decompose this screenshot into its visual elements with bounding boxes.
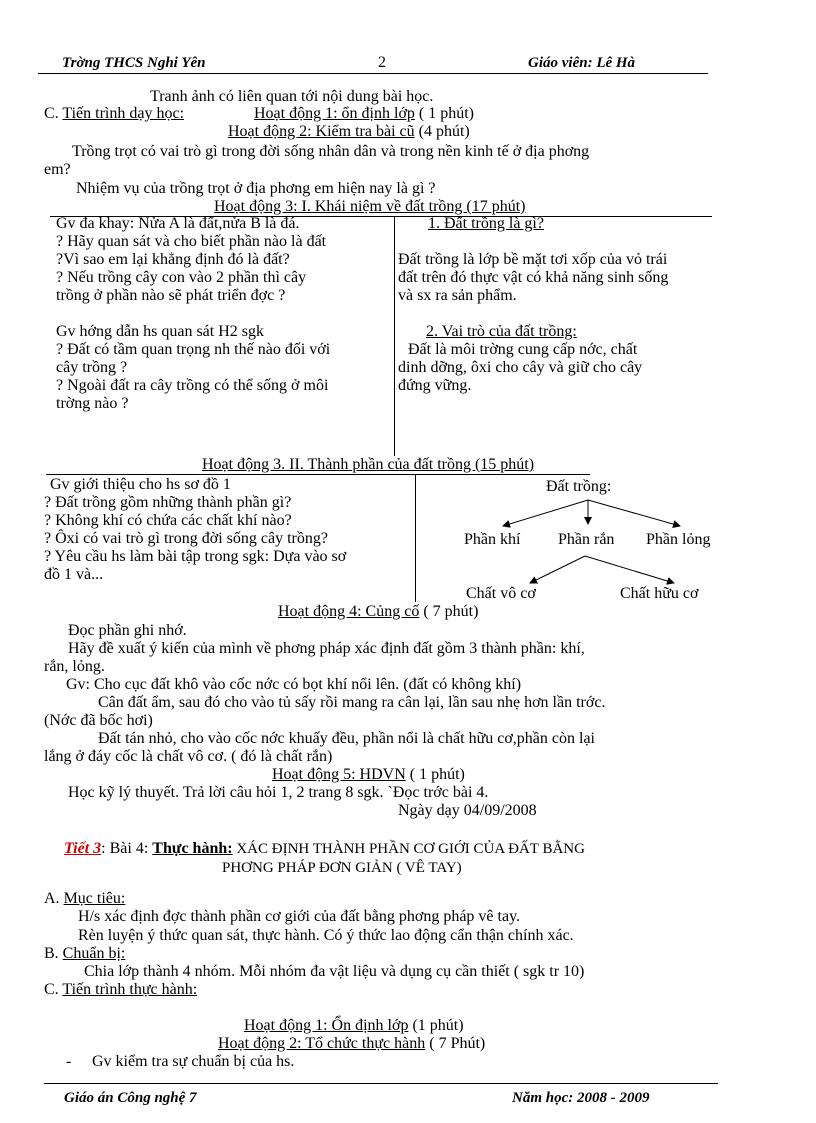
table2-left-line: ? Không khí có chứa các chất khí nào? <box>44 512 292 529</box>
section-a-title: Mục tiêu: <box>63 890 126 907</box>
section-b-prefix: B. <box>44 945 63 962</box>
activity-1-label: Hoạt động 1: <box>254 105 338 122</box>
check-preparation-line: Gv kiểm tra sự chuẩn bị của hs. <box>92 1053 295 1070</box>
practice-activity-2-label: Hoạt động 2: <box>218 1035 302 1052</box>
consolidation-line: Cân đất ẩm, sau đó cho vào tủ sấy rồi mang ra cân lại, lần sau nhẹ hơn lần trớc. <box>98 694 606 711</box>
lesson-number: Tiết 3 <box>64 840 102 857</box>
table2-left-line: ? Yêu cầu hs làm bài tập trong sgk: Dựa vào sơ <box>44 548 347 565</box>
table1-left-line: Gv hớng dẫn hs quan sát H2 sgk <box>56 323 264 340</box>
lesson-title-part1: XÁC ĐỊNH THÀNH PHẦN CƠ GIỚI CỦA ĐẤT BẰNG <box>232 841 585 857</box>
activity-4-time: ( 7 phút) <box>419 603 479 620</box>
soil-role-heading: 2. Vai trò của đất trồng: <box>426 323 577 340</box>
diagram-node-gas: Phần khí <box>464 531 521 548</box>
activity-3-part2-heading <box>202 456 534 474</box>
section-c2-title: Tiến trình thực hành: <box>62 981 198 998</box>
activity-3-part2-title: II. Thành phần của đất trồng (15 phút) <box>285 456 535 473</box>
review-question-1-cont: em? <box>44 161 71 178</box>
table2-top-rule <box>46 474 590 475</box>
practice-activity-2-time: ( 7 Phút) <box>425 1035 486 1052</box>
practice-activity-1-label: Hoạt động 1: <box>244 1017 328 1034</box>
table2-divider <box>415 474 416 602</box>
consolidation-line: Gv: Cho cục đất khô vào cốc nớc có bọt khí nổi lên. (đất có không khí) <box>66 676 522 693</box>
materials-line: Tranh ảnh có liên quan tới nội dung bài học. <box>150 88 434 105</box>
table1-divider <box>394 216 395 456</box>
practice-activity-2-heading <box>218 1035 485 1053</box>
activity-3-title: I. Khái niệm về đất trồng (17 phút) <box>297 198 526 215</box>
arrow-to-inorganic <box>530 556 585 583</box>
table2-left-line: ? Đất trồng gồm những thành phần gì? <box>44 494 292 511</box>
header-page-number: 2 <box>378 54 386 71</box>
section-a-prefix: A. <box>44 890 64 907</box>
activity-3-heading <box>214 198 526 216</box>
header-rule <box>38 73 708 74</box>
soil-definition-line: Đất trồng là lớp bề mặt tơi xốp của vỏ trái <box>398 251 668 268</box>
activity-5-time: ( 1 phút) <box>405 766 465 783</box>
diagram-node-organic: Chất hữu cơ <box>620 585 699 602</box>
activity-4-heading <box>278 603 478 621</box>
footer-course: Giáo án Công nghệ 7 <box>64 1090 197 1106</box>
section-c2-heading <box>44 981 197 999</box>
activity-1-time: ( 1 phút) <box>414 105 475 122</box>
consolidation-line: Đọc phần ghi nhớ. <box>68 622 187 639</box>
table1-left-line: trờng nào ? <box>56 395 129 412</box>
practice-label: Thực hành: <box>152 840 233 857</box>
activity-1-heading <box>254 105 474 123</box>
objective-line: H/s xác định đợc thành phần cơ giới của đất bằng phơng pháp vê tay. <box>78 908 521 925</box>
header-school: Trờng THCS Nghi Yên <box>62 55 206 71</box>
soil-role-line: Đất là môi trờng cung cấp nớc, chất <box>408 341 638 358</box>
table1-left-line: ? Hãy quan sát và cho biết phần nào là đất <box>56 233 327 250</box>
practice-activity-2-title: Tổ chức thực hành <box>301 1035 426 1052</box>
table2-left-line: đồ 1 và... <box>44 566 104 583</box>
activity-2-heading <box>228 123 470 141</box>
table1-left-line: cây trồng ? <box>56 359 128 376</box>
activity-5-heading <box>272 766 465 784</box>
bullet-dash: - <box>66 1053 72 1070</box>
consolidation-line: Đất tán nhỏ, cho vào cốc nớc khuấy đều, phần nổi là chất hữu cơ,phần còn lại <box>98 730 595 747</box>
diagram-node-liquid: Phần lỏng <box>646 531 711 548</box>
practice-activity-1-title: Ổn định lớp <box>327 1017 409 1034</box>
activity-5-title: HDVN <box>355 766 406 783</box>
soil-role-line: đứng vững. <box>398 377 472 394</box>
consolidation-line: (Nớc đã bốc hơi) <box>44 712 153 729</box>
activity-4-title: Củng cố <box>361 603 420 620</box>
lesson-title-line <box>64 840 585 858</box>
table2-left-line: ? Ôxi có vai trò gì trong đời sống cây trồng? <box>44 530 328 547</box>
practice-activity-1-time: (1 phút) <box>408 1017 464 1034</box>
lesson-unit: : Bài 4: <box>101 840 153 857</box>
section-b-title: Chuẩn bị: <box>62 945 126 962</box>
section-a-heading <box>44 890 125 908</box>
activity-3-label: Hoạt động 3: <box>214 198 298 215</box>
objective-line: Rèn luyện ý thức quan sát, thực hành. Có ý thức lao động cẩn thận chính xác. <box>78 927 574 944</box>
soil-role-line: dinh dỡng, ôxi cho cây và giữ cho cây <box>398 359 643 376</box>
activity-4-label: Hoạt động 4: <box>278 603 362 620</box>
table1-left-line: ? Đất có tầm quan trọng nh thế nào đối với <box>56 341 331 358</box>
activity-2-time: (4 phút) <box>414 123 470 140</box>
section-c-heading <box>44 105 184 123</box>
table1-left-line: ? Ngoài đất ra cây trồng có thể sống ở môi <box>56 377 329 394</box>
table1-left-line: Gv đa khay: Nửa A là đất,nửa B là đá. <box>56 215 300 232</box>
consolidation-line: Hãy đề xuất ý kiến của mình về phơng pháp xác định đất gồm 3 thành phần: khí, <box>68 640 585 657</box>
header-teacher: Giáo viên: Lê Hà <box>528 55 636 71</box>
section-b-heading <box>44 945 125 963</box>
activity-3-part2-label: Hoạt động 3. <box>202 456 286 473</box>
footer-school-year: Năm học: 2008 - 2009 <box>512 1090 650 1106</box>
table1-left-line: ? Nếu trồng cây con vào 2 phần thì cây <box>56 269 307 286</box>
activity-2-label: Hoạt động 2: <box>228 123 312 140</box>
table2-left-line: Gv giới thiệu cho hs sơ đồ 1 <box>50 476 231 493</box>
soil-definition-heading: 1. Đất trồng là gì? <box>428 215 544 232</box>
arrow-to-organic <box>585 556 674 583</box>
activity-1-title: ổn định lớp <box>337 105 415 122</box>
footer-rule <box>44 1083 718 1084</box>
teaching-date: Ngày dạy 04/09/2008 <box>398 802 537 819</box>
practice-activity-1-heading <box>244 1017 464 1035</box>
diagram-node-solid: Phần rắn <box>558 531 615 548</box>
preparation-line: Chia lớp thành 4 nhóm. Mỗi nhóm đa vật liệu và dụng cụ cần thiết ( sgk tr 10) <box>84 963 585 980</box>
diagram-root-node: Đất trồng: <box>546 478 612 495</box>
activity-2-title: Kiểm tra bài cũ <box>311 123 415 140</box>
arrow-to-gas <box>503 500 588 526</box>
table1-left-line: ?Vì sao em lại khẳng định đó là đất? <box>56 251 290 268</box>
section-c2-prefix: C. <box>44 981 63 998</box>
review-question-1: Trồng trọt có vai trò gì trong đời sống nhân dân và trong nền kinh tế ở địa phơng <box>72 143 590 160</box>
section-c-prefix: C. <box>44 105 63 122</box>
arrow-to-liquid <box>588 500 680 526</box>
lesson-title-part2: PHƠNG PHÁP ĐƠN GIẢN ( VÊ TAY) <box>222 860 462 876</box>
review-question-2: Nhiệm vụ của trồng trọt ở địa phơng em hiện nay là gì ? <box>76 180 436 197</box>
homework-line: Học kỹ lý thuyết. Trả lời câu hỏi 1, 2 trang 8 sgk. `Đọc trớc bài 4. <box>68 784 489 801</box>
soil-definition-line: đất trên đó thực vật có khả năng sinh sống <box>398 269 669 286</box>
consolidation-line: rắn, lỏng. <box>44 658 105 675</box>
table1-left-line: trồng ở phần nào sẽ phát triển đợc ? <box>56 287 286 304</box>
diagram-node-inorganic: Chất vô cơ <box>466 585 536 602</box>
activity-5-label: Hoạt động 5: <box>272 766 356 783</box>
section-c-title: Tiến trình dạy học: <box>62 105 185 122</box>
consolidation-line: lắng ở đáy cốc là chất vô cơ. ( đó là chất rắn) <box>44 748 333 765</box>
soil-definition-line: và sx ra sản phẩm. <box>398 287 517 304</box>
